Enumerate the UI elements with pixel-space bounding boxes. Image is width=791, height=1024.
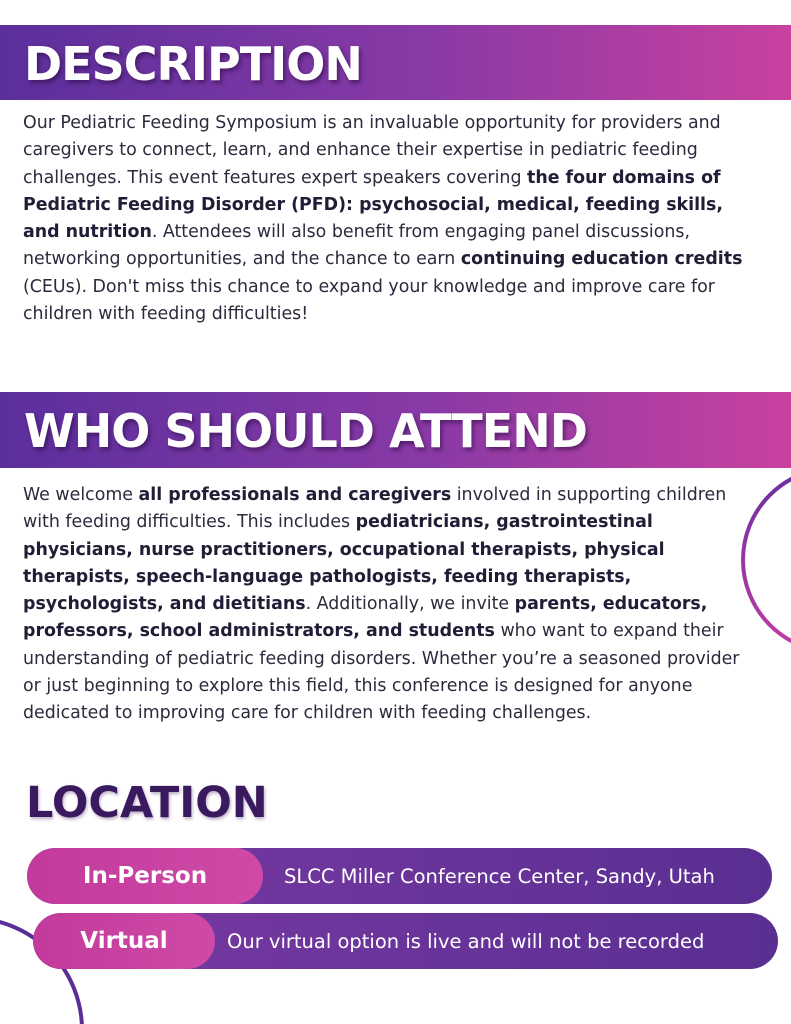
virtual-description: Our virtual option is live and will not be recorded: [227, 929, 705, 953]
description-bold-1: the four domains of Pediatric Feeding Disorder (PFD): psychosocial, medical, feeding skills, and nutrition: [23, 167, 723, 243]
attend-banner: [0, 392, 791, 468]
in-person-tag: In-Person: [27, 848, 263, 904]
attend-paragraph: [23, 482, 741, 728]
description-text-3: (CEUs). Don't miss this chance to expand your knowledge and improve care for children with feeding difficulties!: [23, 276, 715, 325]
description-heading: DESCRIPTION: [24, 37, 362, 91]
attend-bold-1: all professionals and caregivers: [138, 485, 452, 505]
attend-heading: WHO SHOULD ATTEND: [24, 404, 587, 458]
description-text-1: Our Pediatric Feeding Symposium is an invaluable opportunity for providers and caregivers to connect, learn, and enhance their expertise in pediatric feeding challenges. This event features expert speakers covering: [23, 113, 721, 188]
attend-text-3: . Additionally, we invite: [305, 594, 515, 615]
attend-text-4: who want to expand their understanding of pediatric feeding disorders. Whether you’re a seasoned provider or just beginning to explore this field, this conference is designed for anyone dedicated to improving care for children with feeding challenges.: [23, 621, 740, 724]
description-bold-2: continuing education credits: [460, 249, 743, 270]
description-paragraph: [23, 110, 753, 328]
in-person-address: SLCC Miller Conference Center, Sandy, Utah: [284, 864, 715, 888]
in-person-location-pill: [27, 848, 772, 904]
attend-text-2: involved in supporting children with feeding difficulties. This includes: [23, 485, 727, 533]
location-heading: LOCATION: [26, 778, 268, 828]
attend-bold-2: pediatricians, gastrointestinal physicians, nurse practitioners, occupational therapists, physical therapists, speech-language pathologists, feeding therapists, psychologists, and dietitians: [23, 512, 665, 615]
virtual-tag: Virtual: [33, 913, 215, 969]
attend-text-1: We welcome: [23, 485, 139, 505]
description-text-2: . Attendees will also benefit from engaging panel discussions, networking opportunities, and the chance to earn: [23, 222, 690, 270]
right-arc-decoration: [743, 468, 791, 652]
description-banner: [0, 25, 791, 100]
attend-bold-3: parents, educators, professors, school administrators, and students: [23, 594, 708, 642]
virtual-location-pill: [33, 913, 778, 969]
